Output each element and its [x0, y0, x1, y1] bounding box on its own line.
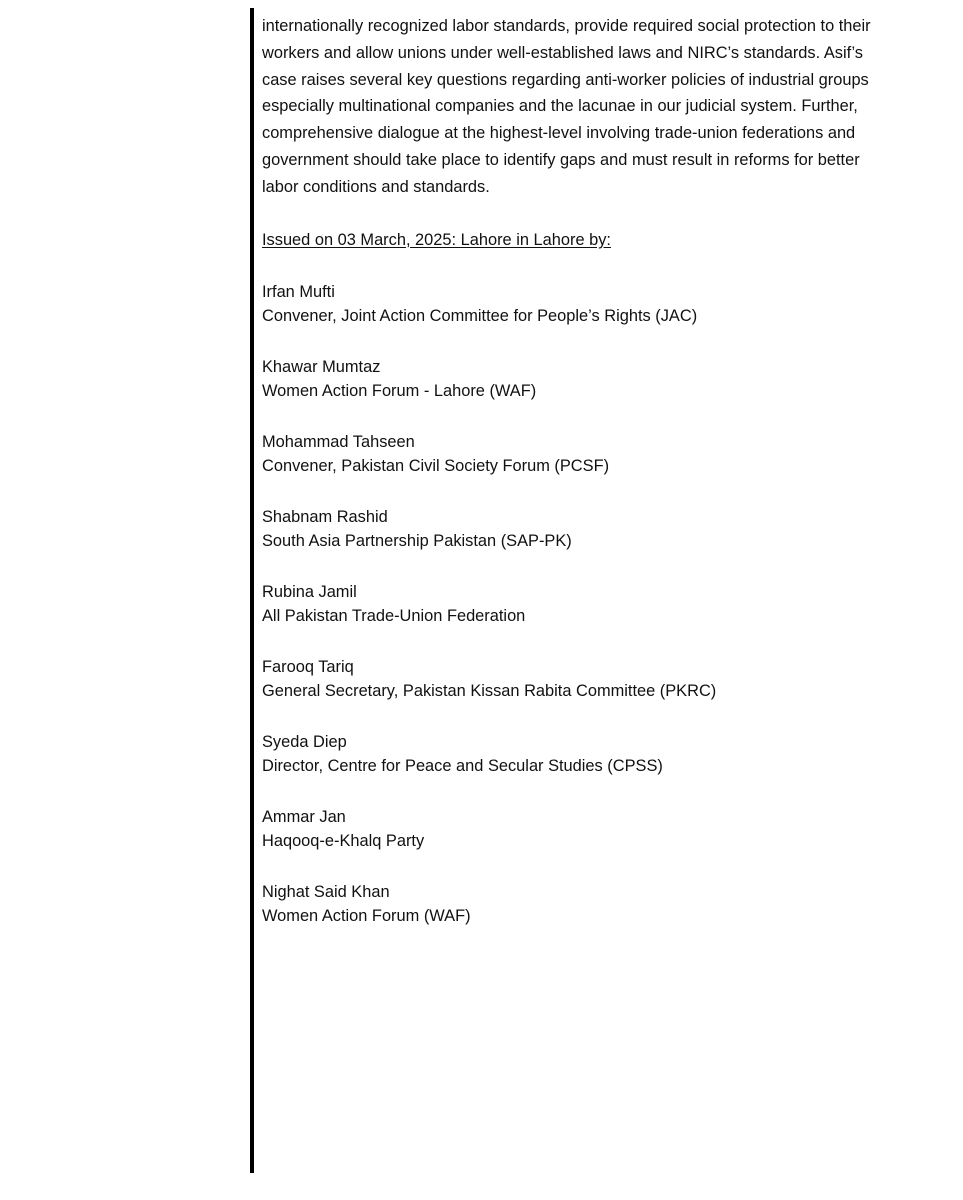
signatory-item: [262, 880, 937, 928]
signatory-item: [262, 655, 937, 703]
signatory-name: Nighat Said Khan: [262, 883, 390, 902]
signatory-name: Khawar Mumtaz: [262, 358, 381, 377]
signatory-name: Shabnam Rashid: [262, 508, 388, 527]
signatory-list: [262, 280, 937, 928]
signatory-name: Farooq Tariq: [262, 658, 354, 677]
issued-statement: Issued on 03 March, 2025: Lahore in Lahore by:: [262, 230, 611, 249]
paragraph-line: especially multinational companies and the lacunae in our judicial system. Further,: [262, 97, 858, 116]
document-content: [262, 13, 937, 955]
paragraph-line: labor conditions and standards.: [262, 177, 490, 196]
left-margin-rule: [250, 8, 254, 1173]
signatory-name: Mohammad Tahseen: [262, 433, 415, 452]
signatory-organization: Haqooq-e-Khalq Party: [262, 832, 425, 851]
paragraph-line: comprehensive dialogue at the highest-level involving trade-union federations and: [262, 124, 856, 143]
signatory-item: [262, 430, 937, 478]
signatory-organization: Women Action Forum (WAF): [262, 907, 471, 926]
signatory-item: [262, 505, 937, 553]
signatory-organization: Director, Centre for Peace and Secular Studies (CPSS): [262, 757, 663, 776]
signatory-name: Ammar Jan: [262, 808, 346, 827]
signatory-organization: Women Action Forum - Lahore (WAF): [262, 382, 537, 401]
signatory-organization: General Secretary, Pakistan Kissan Rabita Committee (PKRC): [262, 682, 717, 701]
signatory-name: Syeda Diep: [262, 733, 347, 752]
signatory-organization: Convener, Joint Action Committee for People’s Rights (JAC): [262, 307, 698, 326]
closing-paragraph: [262, 13, 937, 201]
paragraph-line: government should take place to identify gaps and must result in reforms for better: [262, 150, 860, 169]
signatory-organization: Convener, Pakistan Civil Society Forum (PCSF): [262, 457, 610, 476]
signatory-name: Irfan Mufti: [262, 283, 335, 302]
paragraph-line: case raises several key questions regarding anti-worker policies of industrial groups: [262, 70, 869, 89]
signatory-organization: South Asia Partnership Pakistan (SAP-PK): [262, 532, 572, 551]
signatory-item: [262, 355, 937, 403]
signatory-name: Rubina Jamil: [262, 583, 357, 602]
signatory-item: [262, 280, 937, 328]
paragraph-line: internationally recognized labor standards, provide required social protection to their: [262, 17, 871, 35]
signatory-organization: All Pakistan Trade-Union Federation: [262, 607, 526, 626]
signatory-item: [262, 730, 937, 778]
paragraph-line: workers and allow unions under well-established laws and NIRC’s standards. Asif’s: [262, 43, 863, 62]
signatory-item: [262, 805, 937, 853]
signatory-item: [262, 580, 937, 628]
